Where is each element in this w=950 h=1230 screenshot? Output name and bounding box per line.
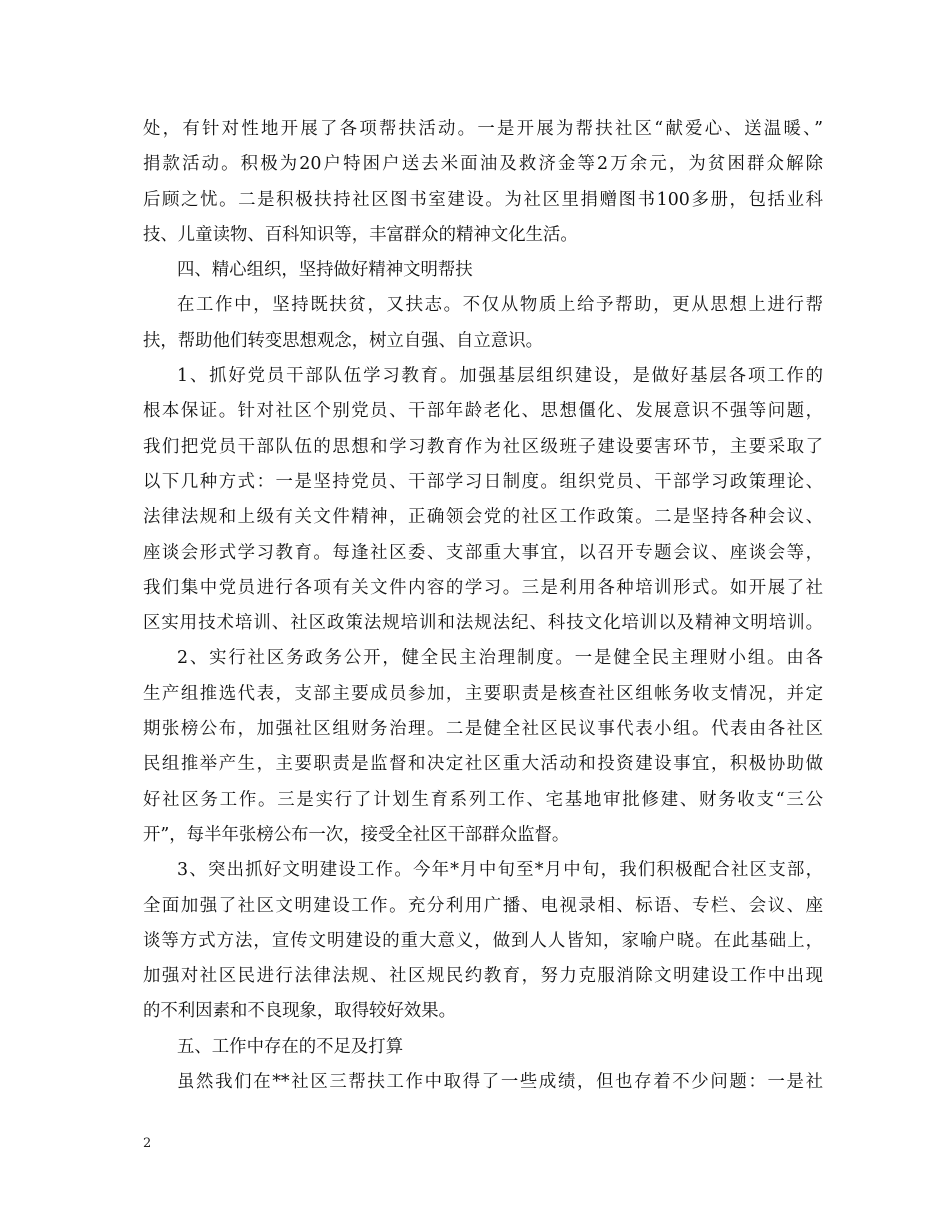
text-line: 后顾之忧。二是积极扶持社区图书室建设。为社区里捐赠图书100多册，包括业科 [143, 189, 823, 210]
text-line: 生产组推选代表，支部主要成员参加，主要职责是核查社区组帐务收支情况，并定 [143, 683, 823, 704]
section-heading: 五、工作中存在的不足及打算 [177, 1036, 404, 1057]
text-line: 2、实行社区务政务公开，健全民主治理制度。一是健全民主理财小组。由各 [177, 648, 823, 669]
text-line: 技、儿童读物、百科知识等，丰富群众的精神文化生活。 [143, 224, 578, 245]
text-line: 扶，帮助他们转变思想观念，树立自强、自立意识。 [143, 330, 543, 351]
text-line: 根本保证。针对社区个别党员、干部年龄老化、思想僵化、发展意识不强等问题， [143, 401, 823, 422]
text-line: 好社区务工作。三是实行了计划生育系列工作、宅基地审批修建、财务收支“三公 [143, 789, 823, 810]
text-line: 开”，每半年张榜公布一次，接受全社区干部群众监督。 [143, 824, 570, 845]
text-line: 加强对社区民进行法律法规、社区规民约教育，努力克服消除文明建设工作中出现 [143, 966, 823, 987]
text-line: 1、抓好党员干部队伍学习教育。加强基层组织建设，是做好基层各项工作的 [177, 366, 823, 387]
text-line: 区实用技术培训、社区政策法规培训和法规法纪、科技文化培训以及精神文明培训。 [143, 613, 823, 634]
text-line: 以下几种方式：一是坚持党员、干部学习日制度。组织党员、干部学习政策理论、 [143, 471, 823, 492]
text-line: 我们把党员干部队伍的思想和学习教育作为社区级班子建设要害环节，主要采取了 [143, 436, 823, 457]
text-line: 在工作中，坚持既扶贫，又扶志。不仅从物质上给予帮助，更从思想上进行帮 [177, 295, 823, 316]
document-body [143, 112, 823, 1100]
page-number: 2 [143, 1136, 152, 1151]
text-line: 法律法规和上级有关文件精神，正确领会党的社区工作政策。二是坚持各种会议、 [143, 507, 823, 528]
text-line: 虽然我们在**社区三帮扶工作中取得了一些成绩，但也存着不少问题：一是社 [177, 1072, 823, 1093]
text-line: 3、突出抓好文明建设工作。今年*月中旬至*月中旬，我们积极配合社区支部， [177, 860, 823, 881]
text-line: 期张榜公布，加强社区组财务治理。二是健全社区民议事代表小组。代表由各社区 [143, 719, 823, 740]
text-line: 的不利因素和不良现象，取得较好效果。 [143, 1001, 457, 1022]
text-line: 民组推举产生，主要职责是监督和决定社区重大活动和投资建设事宜，积极协助做 [143, 754, 823, 775]
section-heading: 四、精心组织，坚持做好精神文明帮扶 [177, 260, 473, 281]
text-line: 处，有针对性地开展了各项帮扶活动。一是开展为帮扶社区“献爱心、送温暖、” [143, 119, 823, 139]
text-line: 捐款活动。积极为20户特困户送去米面油及救济金等2万余元，为贫困群众解除 [143, 154, 823, 175]
text-line: 我们集中党员进行各项有关文件内容的学习。三是利用各种培训形式。如开展了社 [143, 577, 823, 598]
text-line: 全面加强了社区文明建设工作。充分利用广播、电视录相、标语、专栏、会议、座 [143, 895, 823, 916]
text-line: 谈等方式方法，宣传文明建设的重大意义，做到人人皆知，家喻户晓。在此基础上， [143, 930, 823, 951]
text-line: 座谈会形式学习教育。每逢社区委、支部重大事宜，以召开专题会议、座谈会等， [143, 542, 823, 563]
